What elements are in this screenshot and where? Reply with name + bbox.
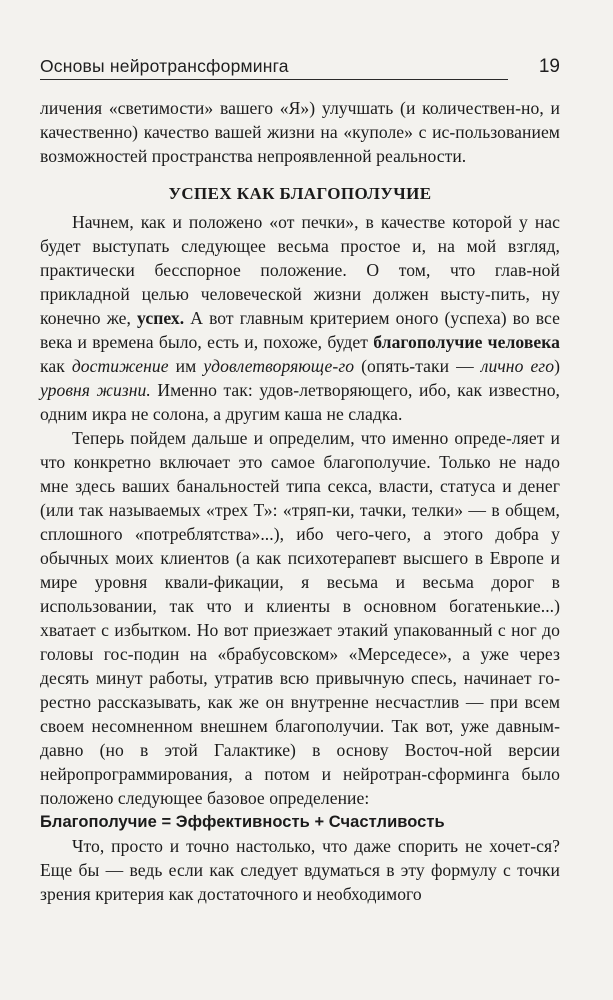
intro-paragraph: личения «светимости» вашего «Я») улучшать (и количествен-но, и качественно) качество вашей жизни на «куполе» с ис-пользованием возможностей пространства непроявленной реальности. [40, 98, 560, 166]
wellbeing-formula: Благополучие = Эффективность + Счастливость [40, 813, 445, 831]
p1-text-2: А вот главным критерием оного (успеха) во все века и времена было, есть и, похоже, будет [40, 308, 560, 352]
p1-bold-wellbeing: благополучие человека [373, 332, 561, 352]
p1-text-5: (опять-таки — [354, 356, 481, 376]
p1-italic-living-level: уровня жизни. [40, 380, 151, 400]
p1-text-4: им [168, 356, 204, 376]
paragraph-1 [40, 210, 560, 426]
running-header-title: Основы нейротрансформинга [40, 56, 289, 76]
page-number: 19 [538, 56, 560, 77]
page-body [40, 96, 560, 906]
paragraph-2: Теперь пойдем дальше и определим, что именно опреде-ляет и что конкретно включает это самое благополучие. Только не надо мне здесь ваших банальностей типа секса, власти, статуса и денег (или так называемых «трех Т»: «тряп-ки, тачки, телки» — в общем, сплошного «потреблятства»...), ибо чего-чего, а этого добра у обычных моих клиентов (а как психотерапевт высшего в Европе и мире уровня квали-фикации, я весьма и весьма дорог в использовании, так что и клиенты в основном богатенькие...) хватает с избытком. Но вот приезжает этакий упакованный с ног до головы гос-подин на «брабусовском» «Мерседесе», а уже через десять минут работы, утратив всю привычную спесь, начинает го-рестно рассказывать, как же он внутренне несчастлив — при всем своем несомненном внешнем благополучии. Так вот, уже давным-давно (но в этой Галактике) в основу Восточ-ной версии нейропрограммирования, а потом и нейротран-сформинга было положено следующее базовое определение: [40, 428, 560, 808]
header-rule [40, 79, 508, 80]
p1-italic-satisfying: удовлетворяюще-го [203, 356, 355, 376]
p1-bold-success: успех. [137, 308, 185, 328]
section-heading: УСПЕХ КАК БЛАГОПОЛУЧИЕ [168, 184, 432, 203]
p1-text-3: как [40, 356, 72, 376]
p1-text-6: ) [554, 356, 560, 376]
paragraph-3: Что, просто и точно настолько, что даже спорить не хочет-ся? Еще бы — ведь если как следует вдуматься в эту формулу с точки зрения критерия как достаточного и необходимого [40, 836, 560, 904]
p1-italic-personally: лично его [480, 356, 555, 376]
p1-text-7: Именно так: удов-летворяющего, ибо, как известно, одним икра не солона, а другим каша не сладка. [40, 380, 561, 424]
p1-text-1: Начнем, как и положено «от печки», в качестве которой у нас будет выступать следующее весьма простое и, на мой взгляд, практически бесспорное положение. О том, что глав-ной прикладной целью человеческой жизни должен высту-пить, ну конечно же, [40, 212, 560, 328]
p1-italic-achievement: достижение [71, 356, 169, 376]
running-header [40, 56, 560, 82]
